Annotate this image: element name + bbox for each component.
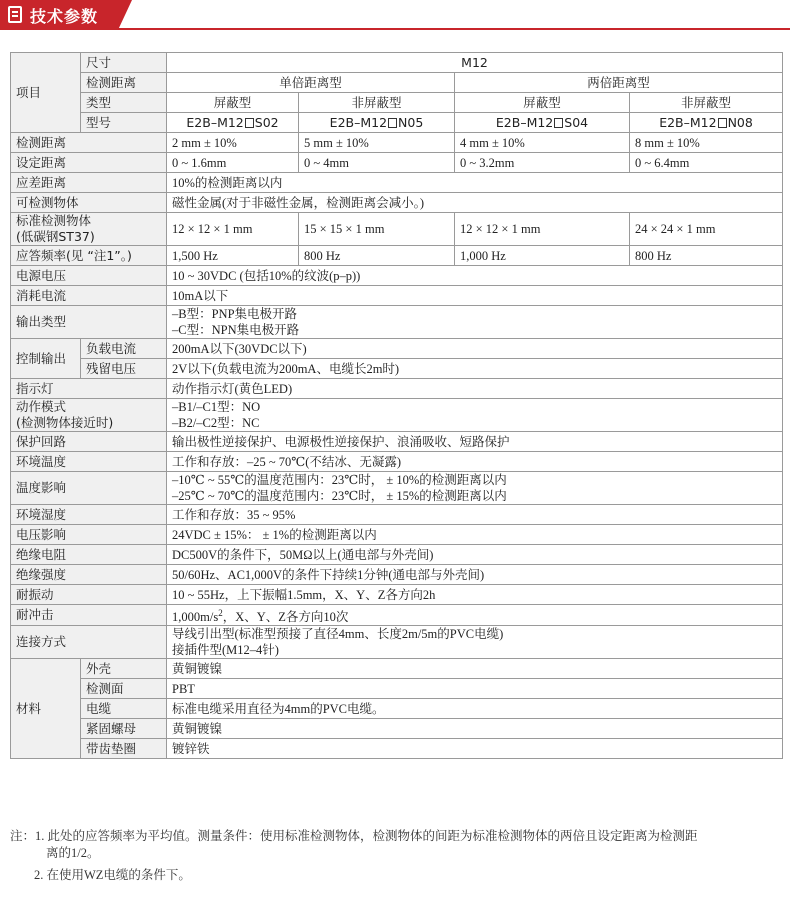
table-row (11, 545, 783, 565)
placeholder-box-icon (718, 118, 727, 128)
row-label: 耐振动 (11, 585, 167, 605)
cell-value: –B型：PNP集电极开路 –C型：NPN集电极开路 (167, 306, 783, 339)
row-label: 绝缘强度 (11, 565, 167, 585)
cell-value: 50/60Hz、AC1,000V的条件下持续1分钟(通电部与外壳间) (167, 565, 783, 585)
cell-value: 2V以下(负载电流为200mA、电缆长2m时) (167, 359, 783, 379)
cell-value: 输出极性逆接保护、电源极性逆接保护、浪涌吸收、短路保护 (167, 432, 783, 452)
table-row (11, 739, 783, 759)
table-row (11, 286, 783, 306)
placeholder-box-icon (388, 118, 397, 128)
row-label: 可检测物体 (11, 193, 167, 213)
cell-value: 0 ~ 4mm (299, 153, 455, 173)
row-sublabel: 残留电压 (81, 359, 167, 379)
cell-value: 10 ~ 55Hz，上下振幅1.5mm，X、Y、Z各方向2h (167, 585, 783, 605)
footnote-1: 注：1. 此处的应答频率为平均值。测量条件：使用标准检测物体，检测物体的间距为标准检测物体的两倍且设定距离为检测距 (10, 829, 698, 843)
header-size-value: M12 (167, 53, 783, 73)
cell-value: 24 × 24 × 1 mm (630, 213, 783, 246)
cell-value: 4 mm ± 10% (455, 133, 630, 153)
footnote-2: 2. 在使用WZ电缆的条件下。 (34, 868, 191, 882)
row-label: 标准检测物体 (低碳钢ST37) (11, 213, 167, 246)
cell-value: 黄铜镀镍 (167, 659, 783, 679)
table-row (11, 432, 783, 452)
row-label: 消耗电流 (11, 286, 167, 306)
table-row (11, 679, 783, 699)
table-row (11, 53, 783, 73)
table-row (11, 73, 783, 93)
type-shielded-2: 屏蔽型 (455, 93, 630, 113)
table-row (11, 452, 783, 472)
cell-value: 0 ~ 6.4mm (630, 153, 783, 173)
cell-value: 0 ~ 1.6mm (167, 153, 299, 173)
row-label: 连接方式 (11, 626, 167, 659)
table-row (11, 113, 783, 133)
table-row (11, 246, 783, 266)
cell-value: 磁性金属(对于非磁性金属，检测距离会减小。) (167, 193, 783, 213)
row-label: 电源电压 (11, 266, 167, 286)
table-row (11, 93, 783, 113)
cell-value: 0 ~ 3.2mm (455, 153, 630, 173)
table-row (11, 153, 783, 173)
cell-value: 12 × 12 × 1 mm (167, 213, 299, 246)
row-sublabel: 紧固螺母 (81, 719, 167, 739)
type-unshielded-2: 非屏蔽型 (630, 93, 783, 113)
row-sublabel: 外壳 (81, 659, 167, 679)
header-type-label: 类型 (81, 93, 167, 113)
table-row (11, 379, 783, 399)
cell-value: 8 mm ± 10% (630, 133, 783, 153)
table-row (11, 213, 783, 246)
cell-value: 10%的检测距离以内 (167, 173, 783, 193)
model-cell: E2B–M12 S04 (455, 113, 630, 133)
table-row (11, 505, 783, 525)
row-label: 电压影响 (11, 525, 167, 545)
cell-value: 1,500 Hz (167, 246, 299, 266)
cell-value: 工作和存放：35 ~ 95% (167, 505, 783, 525)
row-sublabel: 负载电流 (81, 339, 167, 359)
row-label: 设定距离 (11, 153, 167, 173)
placeholder-box-icon (554, 118, 563, 128)
row-label: 耐冲击 (11, 605, 167, 626)
header-model-label: 型号 (81, 113, 167, 133)
cell-value: 黄铜镀镍 (167, 719, 783, 739)
row-label: 材料 (11, 659, 81, 759)
cell-value: 12 × 12 × 1 mm (455, 213, 630, 246)
cell-value: 800 Hz (299, 246, 455, 266)
spec-table (10, 52, 783, 759)
row-label: 绝缘电阻 (11, 545, 167, 565)
table-row (11, 605, 783, 626)
model-cell: E2B–M12 S02 (167, 113, 299, 133)
table-row (11, 585, 783, 605)
table-row (11, 659, 783, 679)
cell-value: DC500V的条件下，50MΩ以上(通电部与外壳间) (167, 545, 783, 565)
row-label: 指示灯 (11, 379, 167, 399)
cell-value: 1,000 Hz (455, 246, 630, 266)
footnote-1-continued: 离的1/2。 (46, 846, 100, 860)
table-row (11, 699, 783, 719)
cell-value: 15 × 15 × 1 mm (299, 213, 455, 246)
placeholder-box-icon (245, 118, 254, 128)
model-cell: E2B–M12 N05 (299, 113, 455, 133)
type-unshielded-1: 非屏蔽型 (299, 93, 455, 113)
cell-value: 动作指示灯(黄色LED) (167, 379, 783, 399)
table-row (11, 173, 783, 193)
row-label: 应答频率(见 “注1”。) (11, 246, 167, 266)
row-label: 温度影响 (11, 472, 167, 505)
header-dist-label: 检测距离 (81, 73, 167, 93)
table-row (11, 306, 783, 339)
cell-value: –B1/–C1型：NO –B2/–C2型：NC (167, 399, 783, 432)
footnotes (10, 828, 782, 884)
row-label: 动作模式 (检测物体接近时) (11, 399, 167, 432)
table-row (11, 472, 783, 505)
row-label: 检测距离 (11, 133, 167, 153)
cell-value: –10℃ ~ 55℃的温度范围内：23℃时， ± 10%的检测距离以内 –25℃ ~ 70℃的温度范围内：23℃时， ± 15%的检测距离以内 (167, 472, 783, 505)
table-row (11, 565, 783, 585)
row-sublabel: 电缆 (81, 699, 167, 719)
table-row (11, 339, 783, 359)
header-item-cell: 项目 (11, 53, 81, 133)
row-label: 应差距离 (11, 173, 167, 193)
header-single-dist: 单倍距离型 (167, 73, 455, 93)
row-sublabel: 检测面 (81, 679, 167, 699)
row-label: 控制输出 (11, 339, 81, 379)
row-sublabel: 带齿垫圈 (81, 739, 167, 759)
row-label: 输出类型 (11, 306, 167, 339)
model-cell: E2B–M12 N08 (630, 113, 783, 133)
cell-value: 10mA以下 (167, 286, 783, 306)
table-row (11, 525, 783, 545)
cell-value: 200mA以下(30VDC以下) (167, 339, 783, 359)
cell-value: 工作和存放：–25 ~ 70℃(不结冰、无凝露) (167, 452, 783, 472)
row-label: 环境湿度 (11, 505, 167, 525)
cell-value: 10 ~ 30VDC (包括10%的纹波(p–p)) (167, 266, 783, 286)
row-label: 环境温度 (11, 452, 167, 472)
row-label: 保护回路 (11, 432, 167, 452)
cell-value: PBT (167, 679, 783, 699)
cell-value: 24VDC ± 15%： ± 1%的检测距离以内 (167, 525, 783, 545)
cell-value: 800 Hz (630, 246, 783, 266)
table-row (11, 193, 783, 213)
cell-value: 标准电缆采用直径为4mm的PVC电缆。 (167, 699, 783, 719)
header-double-dist: 两倍距离型 (455, 73, 783, 93)
table-row (11, 719, 783, 739)
section-banner (0, 0, 790, 30)
section-title: 技术参数 (30, 7, 99, 26)
cell-value: 2 mm ± 10% (167, 133, 299, 153)
header-size-label: 尺寸 (81, 53, 167, 73)
document-icon (8, 6, 22, 23)
cell-value: 5 mm ± 10% (299, 133, 455, 153)
table-row (11, 266, 783, 286)
type-shielded-1: 屏蔽型 (167, 93, 299, 113)
cell-value: 导线引出型(标准型预接了直径4mm、长度2m/5m的PVC电缆) 接插件型(M12–4针) (167, 626, 783, 659)
table-row (11, 133, 783, 153)
cell-value: $1,000m/s^2$，X、Y、Z各方向10次 (167, 605, 783, 626)
table-row (11, 399, 783, 432)
table-row (11, 626, 783, 659)
table-row (11, 359, 783, 379)
cell-value: 镀锌铁 (167, 739, 783, 759)
banner-tab (0, 0, 118, 30)
